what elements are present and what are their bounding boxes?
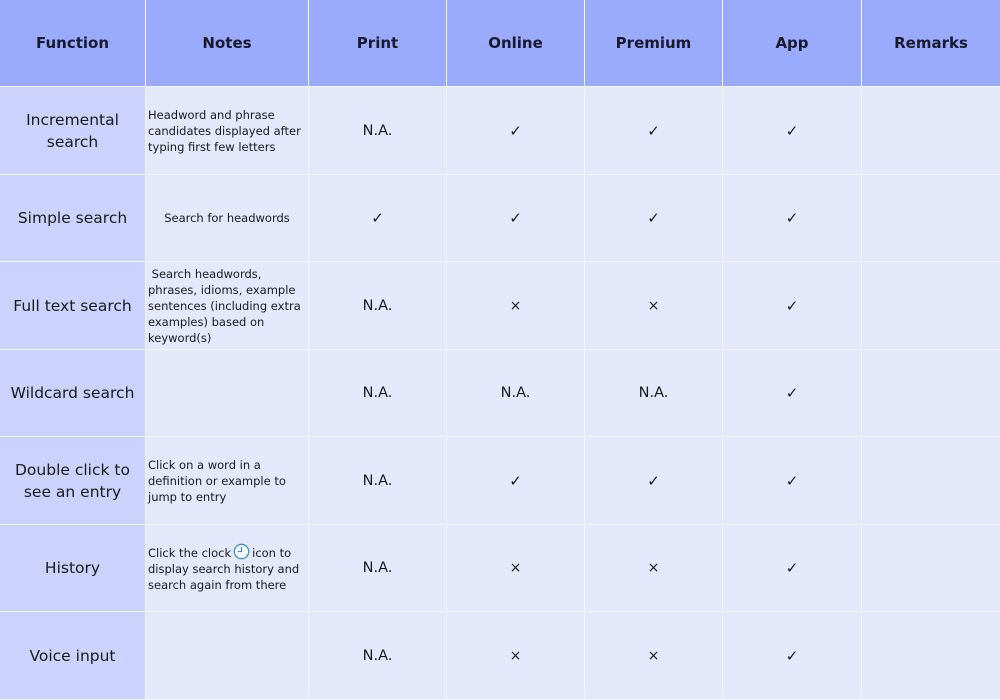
app-cell: ✓ bbox=[723, 525, 862, 612]
print-cell: N.A. bbox=[309, 437, 447, 525]
remarks-cell bbox=[862, 525, 1000, 612]
premium-cell: N.A. bbox=[585, 350, 723, 437]
app-cell: ✓ bbox=[723, 350, 862, 437]
function-label: Double click to see an entry bbox=[15, 460, 130, 501]
remarks-cell bbox=[862, 437, 1000, 525]
remarks-cell bbox=[862, 612, 1000, 700]
notes-text-before-icon: Click the clock bbox=[148, 546, 232, 560]
remarks-cell bbox=[862, 87, 1000, 175]
header-notes: Notes bbox=[146, 0, 309, 87]
remarks-cell bbox=[862, 350, 1000, 437]
header-function: Function bbox=[0, 0, 146, 87]
notes-cell: Click on a word in a definition or example to jump to entry bbox=[146, 437, 309, 525]
app-cell: ✓ bbox=[723, 175, 862, 262]
online-cell: N.A. bbox=[447, 350, 585, 437]
notes-cell bbox=[146, 350, 309, 437]
header-online: Online bbox=[447, 0, 585, 87]
premium-cell: × bbox=[585, 262, 723, 350]
app-cell: ✓ bbox=[723, 87, 862, 175]
function-label: Wildcard search bbox=[10, 384, 135, 402]
remarks-cell bbox=[862, 175, 1000, 262]
function-label: Full text search bbox=[13, 296, 132, 315]
premium-cell: × bbox=[585, 525, 723, 612]
print-cell: N.A. bbox=[309, 87, 447, 175]
function-label: History bbox=[44, 559, 101, 577]
header-remarks: Remarks bbox=[862, 0, 1000, 87]
notes-cell bbox=[146, 525, 309, 612]
print-cell: N.A. bbox=[309, 350, 447, 437]
notes-cell: Search headwords, phrases, idioms, example sentences (including extra examples) based on keyword(s) bbox=[146, 262, 309, 350]
print-cell: N.A. bbox=[309, 262, 447, 350]
notes-cell bbox=[146, 612, 309, 700]
function-cell bbox=[0, 175, 146, 262]
header-premium: Premium bbox=[585, 0, 723, 87]
online-cell: × bbox=[447, 612, 585, 700]
notes-text-after-icon: icon to display search history and search again from there bbox=[148, 546, 300, 592]
online-cell: ✓ bbox=[447, 87, 585, 175]
function-label: Voice input bbox=[29, 646, 116, 665]
function-cell bbox=[0, 87, 146, 175]
function-cell bbox=[0, 262, 146, 350]
header-app: App bbox=[723, 0, 862, 87]
function-cell bbox=[0, 525, 146, 612]
notes-cell: Search for headwords bbox=[146, 175, 309, 262]
app-cell: ✓ bbox=[723, 262, 862, 350]
remarks-cell bbox=[862, 262, 1000, 350]
online-cell: ✓ bbox=[447, 437, 585, 525]
premium-cell: × bbox=[585, 612, 723, 700]
function-cell bbox=[0, 437, 146, 525]
online-cell: ✓ bbox=[447, 175, 585, 262]
function-cell bbox=[0, 612, 146, 700]
notes-text bbox=[148, 543, 306, 593]
function-cell bbox=[0, 350, 146, 437]
function-label: Simple search bbox=[17, 209, 128, 227]
app-cell: ✓ bbox=[723, 437, 862, 525]
online-cell: × bbox=[447, 262, 585, 350]
notes-cell: Headword and phrase candidates displayed after typing first few letters bbox=[146, 87, 309, 175]
function-label: Incremental search bbox=[26, 110, 119, 151]
print-cell: N.A. bbox=[309, 612, 447, 700]
app-cell: ✓ bbox=[723, 612, 862, 700]
header-print: Print bbox=[309, 0, 447, 87]
print-cell: N.A. bbox=[309, 525, 447, 612]
premium-cell: ✓ bbox=[585, 87, 723, 175]
online-cell: × bbox=[447, 525, 585, 612]
premium-cell: ✓ bbox=[585, 175, 723, 262]
clock-icon bbox=[233, 543, 250, 560]
print-cell: ✓ bbox=[309, 175, 447, 262]
premium-cell: ✓ bbox=[585, 437, 723, 525]
